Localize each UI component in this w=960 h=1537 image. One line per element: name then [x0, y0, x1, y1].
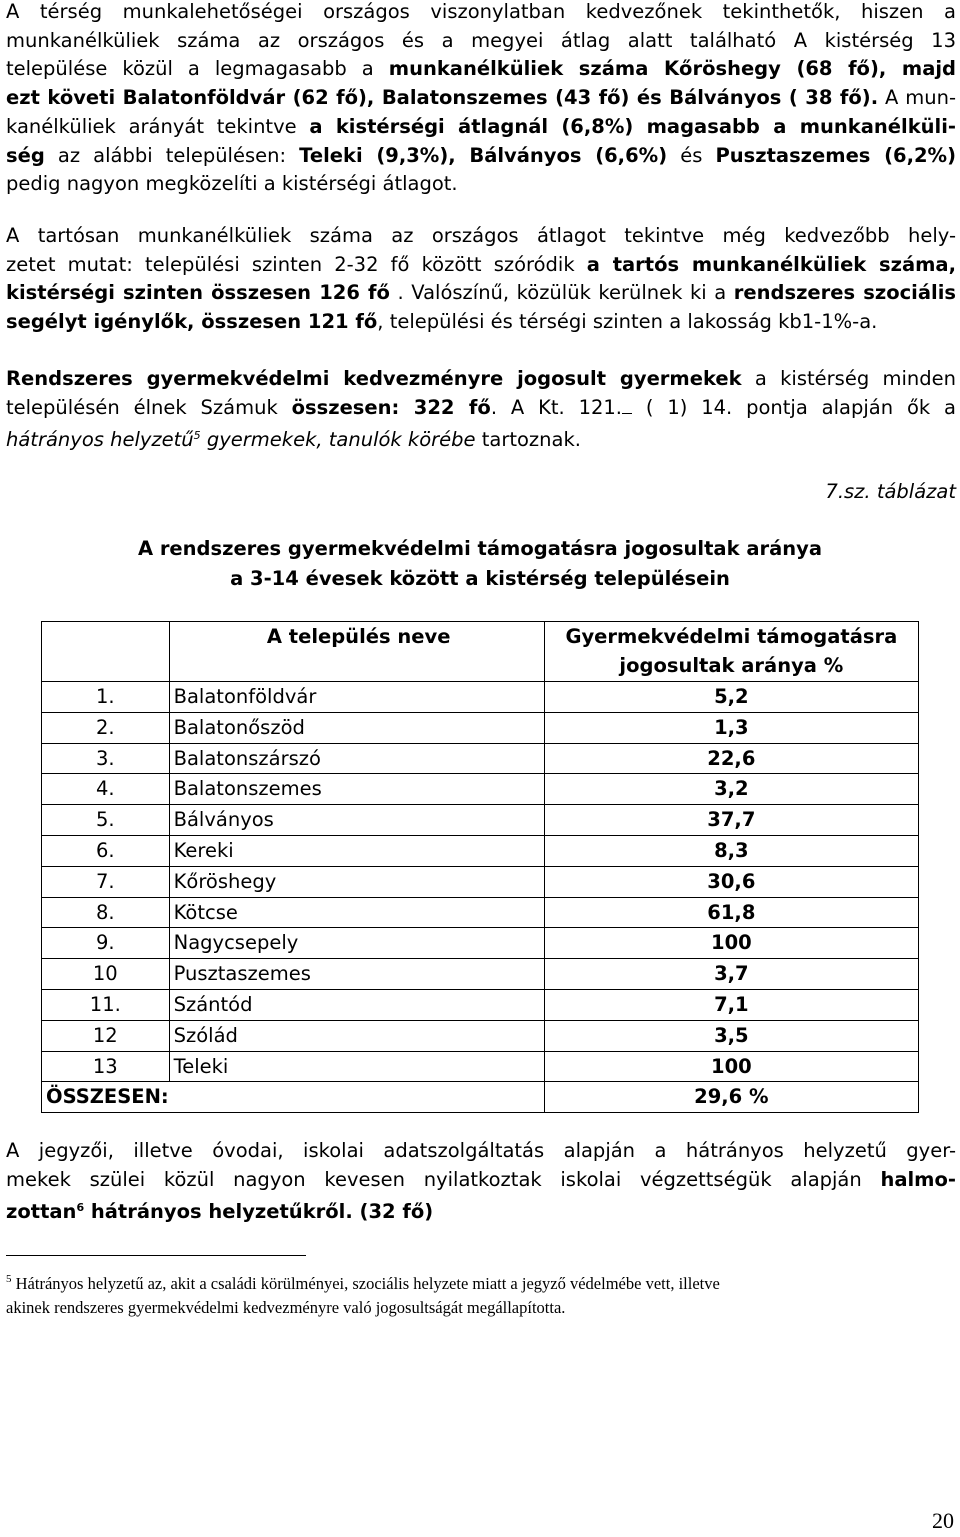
page-number: 20 — [932, 1508, 954, 1533]
settlement-support-table — [41, 621, 919, 1113]
table-row — [42, 712, 919, 743]
text-run-bold: ezt követi Balatonföldvár (62 fő), Balatonszemes (43 fő) és Bálványos ( 38 fő). — [6, 86, 879, 110]
text-run: Hátrányos helyzetű az, akit a családi körülményei, szociális helyzete miatt a jegyző védelmébe vett, illetve — [11, 1274, 720, 1293]
row-number: 5. — [42, 805, 170, 836]
text-run: kanélküliek arányát tekintve — [6, 114, 310, 138]
row-number: 1. — [42, 682, 170, 713]
text-line: A tartósan munkanélküliek száma az országos átlagot tekintve még kedvezőbb hely- — [6, 224, 956, 247]
row-ratio-value: 3,5 — [544, 1020, 918, 1051]
table-header-row — [42, 622, 919, 682]
text-line — [6, 394, 956, 423]
text-line — [6, 279, 956, 308]
text-run: az alábbi településen: — [44, 143, 300, 167]
text-run: a kistérség minden — [741, 367, 956, 390]
table-row — [42, 805, 919, 836]
table-row — [42, 959, 919, 990]
row-settlement-name: Balatonföldvár — [169, 682, 544, 713]
text-run: mekek szülei közül nagyon kevesen nyilatkoztak iskolai végzettségük alapján — [6, 1167, 881, 1191]
header-ratio-line: jogosultak aránya % — [619, 654, 844, 677]
text-line — [6, 308, 956, 337]
table-title-line: a 3-14 évesek között a kistérség településein — [230, 567, 730, 590]
footnote-line — [6, 1267, 956, 1296]
footnote — [6, 1267, 956, 1320]
text-run: A mun- — [878, 86, 956, 110]
row-number: 4. — [42, 774, 170, 805]
row-number: 11. — [42, 989, 170, 1020]
row-ratio-value: 30,6 — [544, 866, 918, 897]
text-run: települése közül a legmagasabb a — [6, 57, 389, 81]
text-run-italic: hátrányos helyzetű — [6, 428, 194, 452]
text-run: tartoznak. — [475, 428, 581, 452]
text-line: munkanélküliek száma az országos és a megyei átlag alatt található A kistérség 13 — [6, 28, 956, 52]
row-number: 7. — [42, 866, 170, 897]
row-number: 12 — [42, 1020, 170, 1051]
row-ratio-value: 7,1 — [544, 989, 918, 1020]
row-number: 8. — [42, 897, 170, 928]
text-run-bold: Pusztaszemes (6,2%) — [715, 143, 957, 167]
footnote-line: akinek rendszeres gyermekvédelmi kedvezményre való jogosultságát megállapította. — [6, 1298, 566, 1317]
table-row — [42, 897, 919, 928]
paragraph-employment — [6, 0, 956, 199]
text-run: és — [667, 143, 716, 167]
text-line: A jegyzői, illetve óvodai, iskolai adatszolgáltatás alapján a hátrányos helyzetű gyer- — [6, 1139, 956, 1162]
text-run: településén élnek Számuk — [6, 395, 292, 419]
text-run-bold: zottan — [6, 1200, 77, 1224]
text-run-bold: Teleki (9,3%), Bálványos (6,6%) — [299, 143, 668, 167]
text-line — [6, 84, 956, 113]
footnote-ref[interactable]: 5 — [193, 429, 201, 443]
table-row — [42, 774, 919, 805]
row-ratio-value: 3,7 — [544, 959, 918, 990]
text-line — [6, 1166, 956, 1195]
row-settlement-name: Balatonszemes — [169, 774, 544, 805]
row-number: 3. — [42, 743, 170, 774]
table-row — [42, 682, 919, 713]
row-ratio-value: 100 — [544, 928, 918, 959]
row-number: 9. — [42, 928, 170, 959]
row-ratio-value: 3,2 — [544, 774, 918, 805]
row-ratio-value: 100 — [544, 1051, 918, 1082]
text-line — [6, 55, 956, 84]
table-row — [42, 1020, 919, 1051]
table-row — [42, 866, 919, 897]
text-run: , települési és térségi szinten a lakosság kb1-1%-a. — [377, 310, 878, 334]
row-number: 2. — [42, 712, 170, 743]
table-title — [0, 534, 960, 594]
row-ratio-value: 37,7 — [544, 805, 918, 836]
row-settlement-name: Balatonszárszó — [169, 743, 544, 774]
header-ratio — [544, 622, 918, 682]
text-run-bold: hátrányos helyzetűkről. (32 fő) — [84, 1200, 434, 1224]
row-settlement-name: Bálványos — [169, 805, 544, 836]
text-run: zetet mutat: települési szinten 2-32 fő között szóródik — [6, 252, 587, 276]
row-ratio-value: 8,3 — [544, 835, 918, 866]
text-run-bold: rendszeres szociális — [733, 281, 956, 305]
row-settlement-name: Teleki — [169, 1051, 544, 1082]
row-settlement-name: Kőröshegy — [169, 866, 544, 897]
text-run-bold: halmo- — [880, 1167, 956, 1191]
row-settlement-name: Kereki — [169, 835, 544, 866]
section-sign-underline — [622, 399, 632, 414]
footnote-mark: 5 — [6, 1273, 12, 1285]
row-settlement-name: Szólád — [169, 1020, 544, 1051]
footnote-ref[interactable]: 6 — [76, 1201, 85, 1215]
text-line: pedig nagyon megközelíti a kistérségi átlagot. — [6, 172, 458, 196]
table-body — [42, 682, 919, 1082]
row-settlement-name: Kötcse — [169, 897, 544, 928]
text-line — [6, 422, 956, 455]
row-ratio-value: 1,3 — [544, 712, 918, 743]
text-run-bold: összesen: 322 fő — [291, 395, 491, 419]
text-run: . Valószínű, közülük kerülnek ki a — [389, 281, 734, 305]
table-row — [42, 835, 919, 866]
row-ratio-value: 5,2 — [544, 682, 918, 713]
table-title-line: A rendszeres gyermekvédelmi támogatásra jogosultak aránya — [137, 537, 823, 560]
text-run-bold: ség — [6, 143, 45, 167]
row-ratio-value: 22,6 — [544, 743, 918, 774]
total-value: 29,6 % — [544, 1082, 918, 1113]
row-number: 13 — [42, 1051, 170, 1082]
text-line — [6, 365, 956, 394]
table-row — [42, 989, 919, 1020]
text-run: . A Kt. 121. — [490, 395, 623, 419]
header-number-cell — [42, 622, 170, 682]
header-ratio-line: Gyermekvédelmi támogatásra — [565, 625, 898, 648]
row-number: 6. — [42, 835, 170, 866]
row-settlement-name: Szántód — [169, 989, 544, 1020]
text-line — [6, 113, 956, 142]
text-run: ( 1) 14. pontja alapján ők a — [632, 395, 957, 419]
text-line — [6, 142, 956, 171]
text-line — [6, 1194, 956, 1227]
text-line: A térség munkalehetőségei országos viszonylatban kedvezőnek tekinthetők, hiszen a — [6, 0, 956, 23]
table-row — [42, 1051, 919, 1082]
row-number: 10 — [42, 959, 170, 990]
row-ratio-value: 61,8 — [544, 897, 918, 928]
text-run-bold: munkanélküliek száma Kőröshegy (68 fő), majd — [388, 57, 956, 81]
table-number-caption: 7.sz. táblázat — [825, 480, 956, 503]
total-label: ÖSSZESEN: — [42, 1082, 545, 1113]
header-settlement-name: A település neve — [169, 622, 544, 682]
text-run-bold: a tartós munkanélküliek száma, — [586, 252, 957, 276]
text-run-bold: segélyt igénylők, összesen 121 fő — [6, 310, 378, 334]
table-total-row — [42, 1082, 919, 1113]
paragraph-long-term-unemployed — [6, 222, 956, 337]
text-run-bold: kistérségi szinten összesen 126 fő — [6, 281, 390, 305]
table-row — [42, 743, 919, 774]
row-settlement-name: Nagycsepely — [169, 928, 544, 959]
table-row — [42, 928, 919, 959]
text-line — [6, 251, 956, 280]
row-settlement-name: Pusztaszemes — [169, 959, 544, 990]
footnote-divider — [6, 1255, 306, 1256]
paragraph-parents-education — [6, 1137, 956, 1227]
text-run-italic: gyermekek, tanulók körébe — [200, 428, 476, 452]
text-run-bold: Rendszeres gyermekvédelmi kedvezményre jogosult gyermekek — [6, 367, 742, 390]
text-run-bold: a kistérségi átlagnál (6,8%) magasabb a munkanélküli- — [309, 114, 957, 138]
paragraph-child-protection — [6, 365, 956, 455]
row-settlement-name: Balatonőszöd — [169, 712, 544, 743]
